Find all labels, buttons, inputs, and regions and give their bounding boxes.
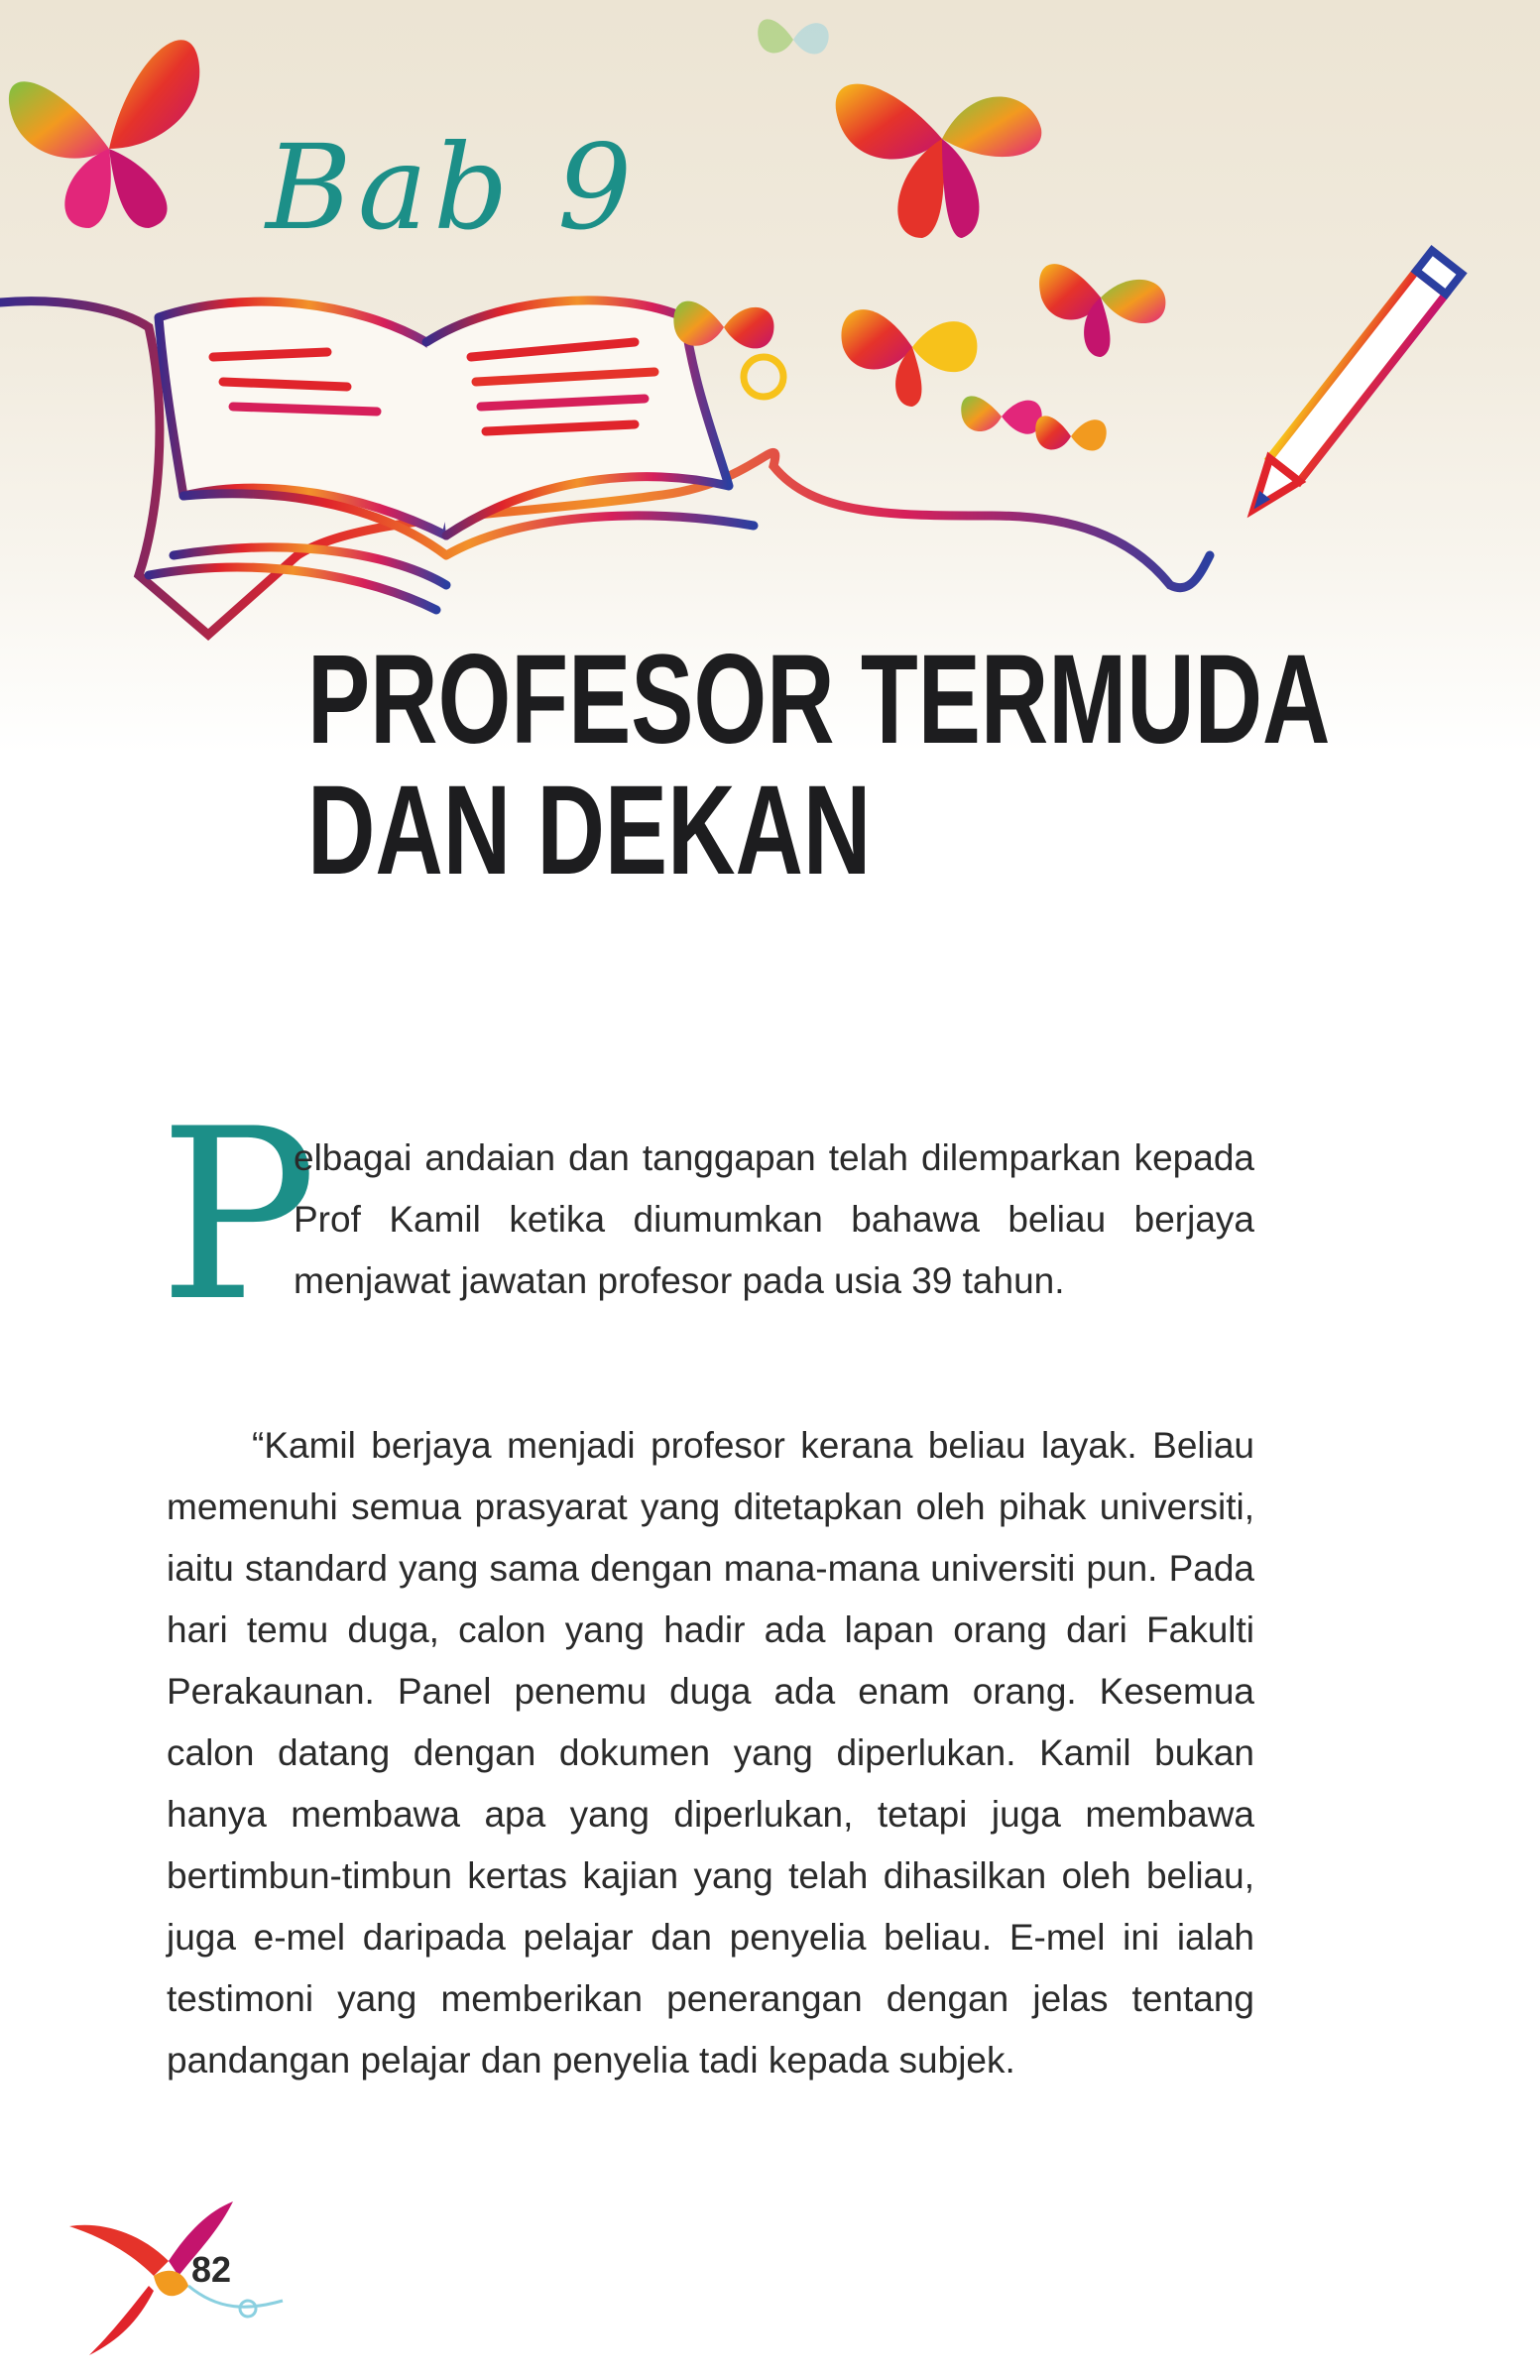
butterfly-icon [9,40,199,228]
chapter-title-line: DAN DEKAN [307,760,872,901]
butterfly-icon [1039,264,1165,357]
chapter-title-line: PROFESOR TERMUDA [307,629,1331,771]
butterfly-icon [836,84,1042,238]
drop-cap: P [159,1079,318,1354]
paragraph-text: elbagai andaian dan tanggapan telah dilemparkan kepada Prof Kamil ketika diumumkan bahawa beliau berjaya menjawat jawatan profesor pada usia 39 tahun. [294,1137,1254,1301]
butterfly-icon [841,309,977,407]
paragraph: “Kamil berjaya menjadi profesor kerana beliau layak. Beliau memenuhi semua prasyarat yang ditetapkan oleh pihak universiti, iaitu standard yang sama dengan mana-mana universiti pun. Pada hari temu duga, calon yang hadir ada lapan orang dari Fakulti Perakaunan. Panel penemu duga ada enam orang. Kesemua calon datang dengan dokumen yang diperlukan. Kamil bukan hanya membawa apa yang diperlukan, tetapi juga membawa bertimbun-timbun kertas kajian yang telah dihasilkan oleh beliau, juga e-mel daripada pelajar dan penyelia beliau. E-mel ini ialah testimoni yang memberikan penerangan dengan jelas tentang pandangan pelajar dan penyelia tadi kepada subjek. [167,1425,1254,2081]
page-number: 82 [191,2249,232,2290]
butterfly-icon [961,396,1041,433]
chapter-label: Bab 9 [266,119,639,256]
open-book-icon [149,300,754,610]
paragraph [167,1128,1254,1312]
chapter-title [307,629,1331,901]
pencil-icon [1240,251,1462,521]
butterfly-icon [1035,416,1106,450]
butterfly-icon [758,19,828,54]
